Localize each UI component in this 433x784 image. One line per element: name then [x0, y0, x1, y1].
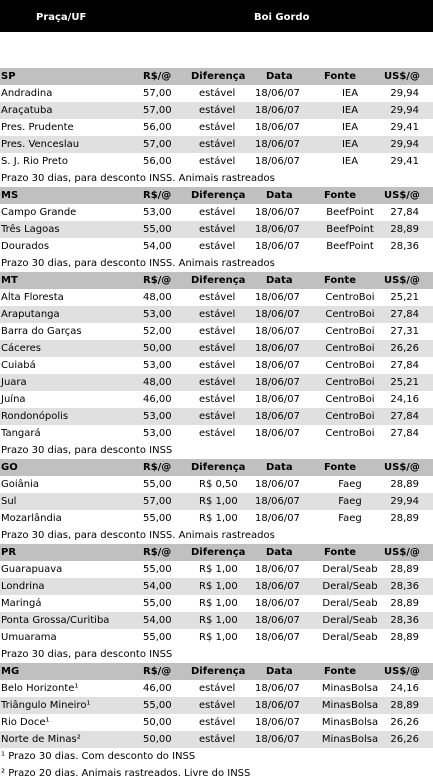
price-difference: estável — [199, 139, 236, 150]
state-label: MS — [1, 190, 19, 201]
data-source: IEA — [341, 156, 359, 167]
price-difference: estável — [199, 88, 236, 99]
price-brl: 56,00 — [143, 122, 172, 133]
city-name: Pres. Venceslau — [1, 139, 80, 150]
data-source: IEA — [341, 139, 359, 150]
data-source: BeefPoint — [326, 224, 374, 235]
col-usd-header: US$/@ — [384, 275, 420, 286]
price-brl: 46,00 — [143, 683, 172, 694]
table-row — [0, 408, 433, 425]
price-difference: estável — [199, 394, 236, 405]
price-difference: estável — [199, 292, 236, 303]
city-name: Ponta Grossa/Curitiba — [1, 615, 110, 626]
quote-date: 18/06/07 — [255, 564, 300, 575]
data-source: MinasBolsa — [321, 683, 379, 694]
city-name: Araputanga — [1, 309, 60, 320]
data-source: IEA — [341, 105, 359, 116]
state-label: SP — [1, 71, 16, 82]
data-source: CentroBoi — [325, 343, 375, 354]
city-name: S. J. Rio Preto — [1, 156, 68, 167]
price-difference: estável — [199, 717, 236, 728]
section-note: Prazo 30 dias, para desconto INSS. Animais rastreados — [1, 173, 275, 184]
city-name: Andradina — [1, 88, 53, 99]
section-note: Prazo 30 dias, para desconto INSS — [1, 445, 173, 456]
state-label: MT — [1, 275, 18, 286]
price-brl: 55,00 — [143, 479, 172, 490]
table-row — [0, 595, 433, 612]
price-difference: estável — [199, 309, 236, 320]
section-header-pr — [0, 544, 433, 561]
data-source: Faeg — [338, 513, 362, 524]
section-note: Prazo 30 dias, para desconto INSS. Animais rastreados — [1, 530, 275, 541]
price-usd: 28,89 — [390, 513, 419, 524]
price-usd: 26,26 — [390, 734, 419, 745]
price-brl: 52,00 — [143, 326, 172, 337]
table-row — [0, 119, 433, 136]
price-difference: estável — [199, 241, 236, 252]
city-name: Cuiabá — [1, 360, 36, 371]
price-usd: 28,89 — [390, 479, 419, 490]
table-row — [0, 680, 433, 697]
section-header-go — [0, 459, 433, 476]
data-source: MinasBolsa — [321, 717, 379, 728]
price-brl: 53,00 — [143, 309, 172, 320]
price-difference: R$ 0,50 — [199, 479, 238, 490]
table-row — [0, 85, 433, 102]
section-header-mt — [0, 272, 433, 289]
col-usd-header: US$/@ — [384, 666, 420, 677]
price-usd: 27,84 — [390, 428, 419, 439]
price-difference: estável — [199, 207, 236, 218]
price-usd: 28,36 — [390, 615, 419, 626]
price-usd: 29,41 — [390, 156, 419, 167]
city-name: Belo Horizonte¹ — [1, 683, 79, 694]
table-row — [0, 578, 433, 595]
city-name: Araçatuba — [1, 105, 53, 116]
price-brl: 54,00 — [143, 241, 172, 252]
state-label: GO — [1, 462, 18, 473]
price-difference: estável — [199, 411, 236, 422]
city-name: Juara — [1, 377, 27, 388]
city-name: Sul — [1, 496, 17, 507]
table-row — [0, 425, 433, 442]
price-usd: 25,21 — [390, 292, 419, 303]
price-difference: R$ 1,00 — [199, 581, 238, 592]
quote-date: 18/06/07 — [255, 326, 300, 337]
section-header-sp — [0, 68, 433, 85]
table-row — [0, 714, 433, 731]
price-difference: estável — [199, 700, 236, 711]
city-name: Dourados — [1, 241, 50, 252]
city-name: Goiânia — [1, 479, 40, 490]
data-source: Faeg — [338, 479, 362, 490]
price-brl: 55,00 — [143, 513, 172, 524]
quote-date: 18/06/07 — [255, 700, 300, 711]
price-usd: 25,21 — [390, 377, 419, 388]
quote-date: 18/06/07 — [255, 394, 300, 405]
quote-date: 18/06/07 — [255, 496, 300, 507]
city-name: Campo Grande — [1, 207, 77, 218]
col-diff-header: Diferença — [191, 190, 246, 201]
section-header-ms — [0, 187, 433, 204]
price-brl: 57,00 — [143, 139, 172, 150]
col-date-header: Data — [266, 275, 293, 286]
price-brl: 57,00 — [143, 88, 172, 99]
quote-date: 18/06/07 — [255, 377, 300, 388]
col-usd-header: US$/@ — [384, 547, 420, 558]
section-header-mg — [0, 663, 433, 680]
state-label: MG — [1, 666, 20, 677]
quote-date: 18/06/07 — [255, 207, 300, 218]
price-brl: 53,00 — [143, 207, 172, 218]
price-usd: 28,89 — [390, 564, 419, 575]
col-usd-header: US$/@ — [384, 71, 420, 82]
price-difference: estável — [199, 377, 236, 388]
city-name: Umuarama — [1, 632, 57, 643]
table-row — [0, 323, 433, 340]
data-source: IEA — [341, 122, 359, 133]
city-name: Tangará — [1, 428, 41, 439]
table-row — [0, 476, 433, 493]
price-difference: estável — [199, 343, 236, 354]
section-note: Prazo 30 dias, para desconto INSS. Animais rastreados — [1, 258, 275, 269]
price-usd: 29,94 — [390, 88, 419, 99]
price-difference: estável — [199, 360, 236, 371]
quote-date: 18/06/07 — [255, 734, 300, 745]
price-difference: estável — [199, 734, 236, 745]
price-difference: R$ 1,00 — [199, 632, 238, 643]
city-name: Londrina — [1, 581, 45, 592]
col-usd-header: US$/@ — [384, 190, 420, 201]
state-label: PR — [1, 547, 17, 558]
quote-date: 18/06/07 — [255, 105, 300, 116]
price-brl: 53,00 — [143, 428, 172, 439]
table-row — [0, 374, 433, 391]
table-row — [0, 153, 433, 170]
col-date-header: Data — [266, 547, 293, 558]
table-row — [0, 238, 433, 255]
col-price-header: R$/@ — [143, 190, 172, 201]
city-name: Três Lagoas — [1, 224, 60, 235]
quote-date: 18/06/07 — [255, 581, 300, 592]
data-source: CentroBoi — [325, 377, 375, 388]
table-row — [0, 221, 433, 238]
quote-date: 18/06/07 — [255, 632, 300, 643]
col-source-header: Fonte — [324, 666, 356, 677]
col-source-header: Fonte — [324, 275, 356, 286]
data-source: CentroBoi — [325, 428, 375, 439]
quote-date: 18/06/07 — [255, 241, 300, 252]
price-difference: estável — [199, 428, 236, 439]
col-source-header: Fonte — [324, 71, 356, 82]
city-name: Guarapuava — [1, 564, 63, 575]
table-row — [0, 306, 433, 323]
price-difference: R$ 1,00 — [199, 598, 238, 609]
col-price-header: R$/@ — [143, 666, 172, 677]
table-row — [0, 204, 433, 221]
quote-date: 18/06/07 — [255, 615, 300, 626]
footnote: ² Prazo 20 dias. Animais rastreados. Livre do INSS — [1, 768, 251, 779]
table-row — [0, 357, 433, 374]
price-brl: 54,00 — [143, 615, 172, 626]
price-difference: estável — [199, 683, 236, 694]
col-price-header: R$/@ — [143, 275, 172, 286]
col-date-header: Data — [266, 190, 293, 201]
price-brl: 57,00 — [143, 496, 172, 507]
price-brl: 53,00 — [143, 411, 172, 422]
price-usd: 28,89 — [390, 700, 419, 711]
table-row — [0, 510, 433, 527]
data-source: BeefPoint — [326, 207, 374, 218]
city-name: Triângulo Mineiro¹ — [1, 700, 91, 711]
quote-date: 18/06/07 — [255, 88, 300, 99]
price-usd: 28,89 — [390, 632, 419, 643]
quote-date: 18/06/07 — [255, 122, 300, 133]
city-name: Cáceres — [1, 343, 42, 354]
table-row — [0, 289, 433, 306]
data-source: Deral/Seab — [322, 615, 378, 626]
col-diff-header: Diferença — [191, 71, 246, 82]
col-source-header: Fonte — [324, 547, 356, 558]
quote-date: 18/06/07 — [255, 139, 300, 150]
price-usd: 29,94 — [390, 105, 419, 116]
price-usd: 29,41 — [390, 122, 419, 133]
price-usd: 27,84 — [390, 411, 419, 422]
price-difference: estável — [199, 156, 236, 167]
price-brl: 56,00 — [143, 156, 172, 167]
table-row — [0, 731, 433, 748]
price-table — [0, 68, 433, 782]
price-brl: 55,00 — [143, 632, 172, 643]
price-usd: 26,26 — [390, 343, 419, 354]
col-header-praca: Praça/UF — [36, 12, 87, 23]
price-usd: 28,36 — [390, 241, 419, 252]
price-usd: 29,94 — [390, 496, 419, 507]
col-price-header: R$/@ — [143, 71, 172, 82]
price-brl: 50,00 — [143, 717, 172, 728]
price-usd: 26,26 — [390, 717, 419, 728]
city-name: Barra do Garças — [1, 326, 82, 337]
table-row — [0, 493, 433, 510]
price-brl: 55,00 — [143, 224, 172, 235]
price-brl: 54,00 — [143, 581, 172, 592]
price-brl: 50,00 — [143, 734, 172, 745]
price-difference: estável — [199, 122, 236, 133]
price-usd: 28,89 — [390, 598, 419, 609]
price-brl: 55,00 — [143, 700, 172, 711]
quote-date: 18/06/07 — [255, 479, 300, 490]
table-row — [0, 136, 433, 153]
col-diff-header: Diferença — [191, 462, 246, 473]
data-source: Deral/Seab — [322, 598, 378, 609]
table-row — [0, 561, 433, 578]
quote-date: 18/06/07 — [255, 513, 300, 524]
city-name: Rondonópolis — [1, 411, 69, 422]
col-date-header: Data — [266, 666, 293, 677]
price-brl: 46,00 — [143, 394, 172, 405]
price-usd: 28,36 — [390, 581, 419, 592]
table-row — [0, 102, 433, 119]
table-title-bar — [0, 0, 433, 32]
col-date-header: Data — [266, 71, 293, 82]
price-usd: 27,84 — [390, 309, 419, 320]
table-row — [0, 697, 433, 714]
data-source: Deral/Seab — [322, 632, 378, 643]
price-brl: 48,00 — [143, 377, 172, 388]
quote-date: 18/06/07 — [255, 683, 300, 694]
col-diff-header: Diferença — [191, 666, 246, 677]
data-source: CentroBoi — [325, 326, 375, 337]
quote-date: 18/06/07 — [255, 598, 300, 609]
col-price-header: R$/@ — [143, 547, 172, 558]
table-row — [0, 612, 433, 629]
price-difference: estável — [199, 105, 236, 116]
price-brl: 48,00 — [143, 292, 172, 303]
col-diff-header: Diferença — [191, 275, 246, 286]
table-row — [0, 391, 433, 408]
data-source: Deral/Seab — [322, 564, 378, 575]
quote-date: 18/06/07 — [255, 156, 300, 167]
data-source: MinasBolsa — [321, 700, 379, 711]
data-source: Faeg — [338, 496, 362, 507]
data-source: CentroBoi — [325, 411, 375, 422]
price-usd: 28,89 — [390, 224, 419, 235]
price-usd: 27,84 — [390, 360, 419, 371]
city-name: Juína — [1, 394, 26, 405]
col-header-boi-gordo: Boi Gordo — [254, 12, 310, 23]
price-usd: 24,16 — [390, 683, 419, 694]
price-usd: 27,31 — [390, 326, 419, 337]
data-source: CentroBoi — [325, 360, 375, 371]
city-name: Norte de Minas² — [1, 734, 81, 745]
col-usd-header: US$/@ — [384, 462, 420, 473]
price-usd: 29,94 — [390, 139, 419, 150]
col-date-header: Data — [266, 462, 293, 473]
table-row — [0, 340, 433, 357]
price-difference: estável — [199, 326, 236, 337]
price-brl: 55,00 — [143, 598, 172, 609]
price-difference: R$ 1,00 — [199, 615, 238, 626]
price-usd: 24,16 — [390, 394, 419, 405]
data-source: Deral/Seab — [322, 581, 378, 592]
quote-date: 18/06/07 — [255, 309, 300, 320]
price-brl: 53,00 — [143, 360, 172, 371]
data-source: CentroBoi — [325, 292, 375, 303]
price-difference: R$ 1,00 — [199, 513, 238, 524]
city-name: Alta Floresta — [1, 292, 64, 303]
price-usd: 27,84 — [390, 207, 419, 218]
quote-date: 18/06/07 — [255, 292, 300, 303]
section-note: Prazo 30 dias, para desconto INSS — [1, 649, 173, 660]
data-source: MinasBolsa — [321, 734, 379, 745]
quote-date: 18/06/07 — [255, 411, 300, 422]
price-difference: estável — [199, 224, 236, 235]
data-source: CentroBoi — [325, 309, 375, 320]
quote-date: 18/06/07 — [255, 717, 300, 728]
footnote: ¹ Prazo 30 dias. Com desconto do INSS — [1, 751, 196, 762]
city-name: Pres. Prudente — [1, 122, 74, 133]
data-source: BeefPoint — [326, 241, 374, 252]
data-source: IEA — [341, 88, 359, 99]
price-difference: R$ 1,00 — [199, 564, 238, 575]
col-diff-header: Diferença — [191, 547, 246, 558]
price-brl: 50,00 — [143, 343, 172, 354]
quote-date: 18/06/07 — [255, 343, 300, 354]
col-source-header: Fonte — [324, 462, 356, 473]
city-name: Rio Doce¹ — [1, 717, 50, 728]
city-name: Maringá — [1, 598, 42, 609]
quote-date: 18/06/07 — [255, 224, 300, 235]
col-source-header: Fonte — [324, 190, 356, 201]
city-name: Mozarlândia — [1, 513, 62, 524]
table-row — [0, 629, 433, 646]
price-brl: 55,00 — [143, 564, 172, 575]
data-source: CentroBoi — [325, 394, 375, 405]
price-brl: 57,00 — [143, 105, 172, 116]
quote-date: 18/06/07 — [255, 360, 300, 371]
quote-date: 18/06/07 — [255, 428, 300, 439]
col-price-header: R$/@ — [143, 462, 172, 473]
price-difference: R$ 1,00 — [199, 496, 238, 507]
